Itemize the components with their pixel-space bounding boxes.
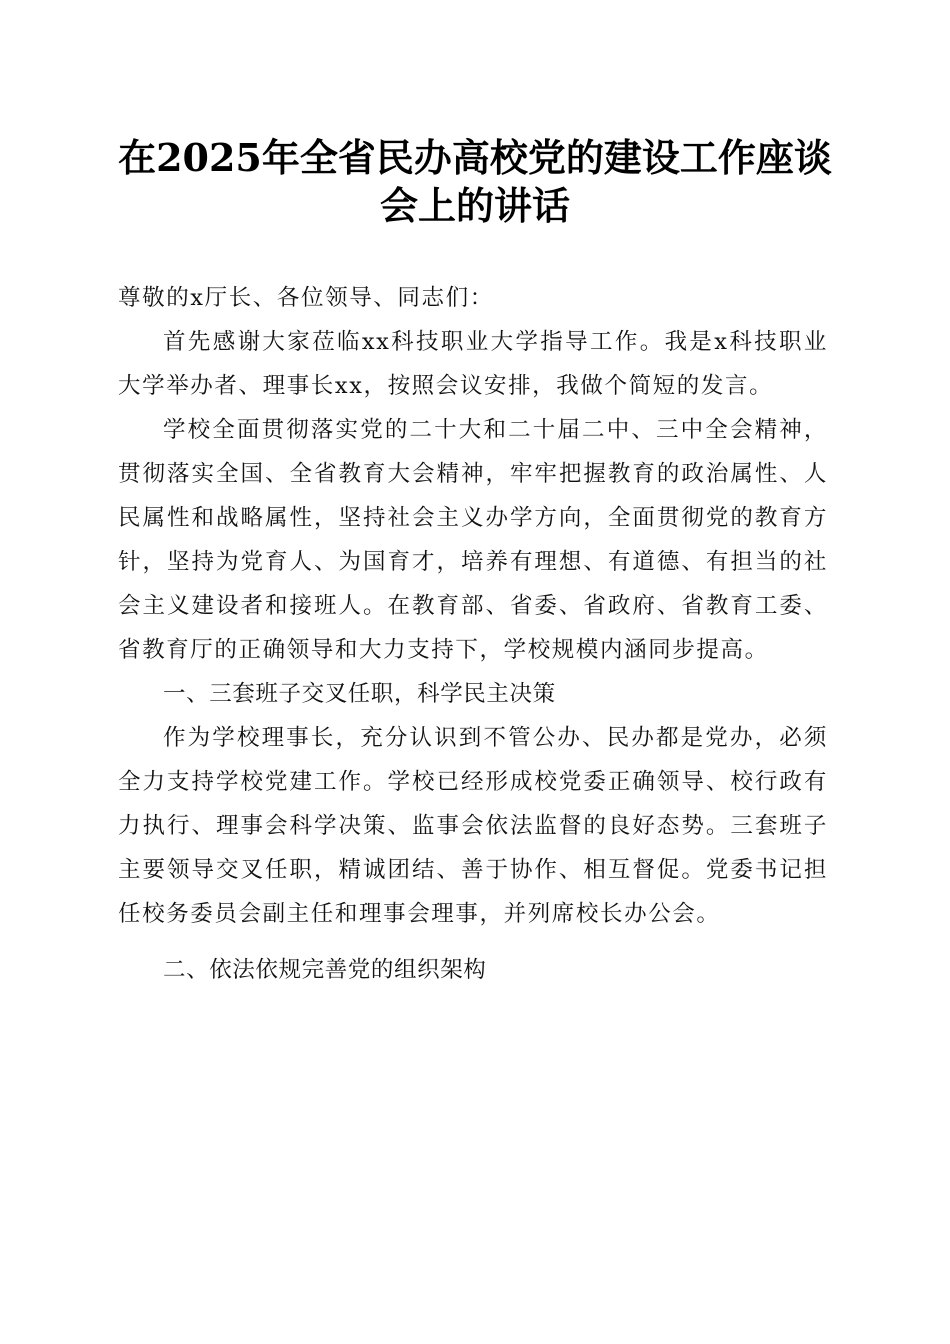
salutation: 尊敬的x厅长、各位领导、同志们： <box>118 285 494 311</box>
section-heading-2: 二、依法依规完善党的组织架构 <box>163 957 487 983</box>
section-heading-1: 一、三套班子交叉任职，科学民主决策 <box>163 681 556 707</box>
paragraph-intro: 首先感谢大家莅临xx科技职业大学指导工作。我是x科技职业大学举办者、理事长xx，按照会议安排，我做个简短的发言。 <box>118 329 828 399</box>
document-title: 在2025年全省民办高校党的建设工作座谈会上的讲话 <box>118 135 832 228</box>
paragraph-overview: 学校全面贯彻落实党的二十大和二十届二中、三中全会精神，贯彻落实全国、全省教育大会精神，牢牢把握教育的政治属性、人民属性和战略属性，坚持社会主义办学方向，全面贯彻党的教育方针，坚持为党育人、为国育才，培养有理想、有道德、有担当的社会主义建设者和接班人。在教育部、省委、省政府、省教育工委、省教育厅的正确领导和大力支持下，学校规模内涵同步提高。 <box>118 417 828 663</box>
document-body <box>118 276 828 992</box>
paragraph-section-1: 作为学校理事长，充分认识到不管公办、民办都是党办，必须全力支持学校党建工作。学校已经形成校党委正确领导、校行政有力执行、理事会科学决策、监事会依法监督的良好态势。三套班子主要领导交叉任职，精诚团结、善于协作、相互督促。党委书记担任校务委员会副主任和理事会理事，并列席校长办公会。 <box>118 725 828 927</box>
